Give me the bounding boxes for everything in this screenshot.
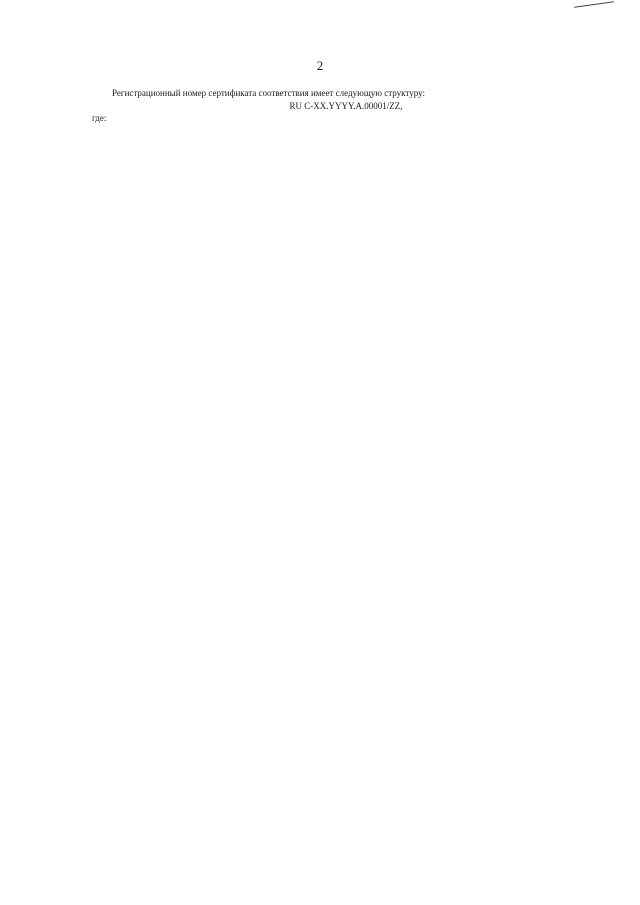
intro-paragraph: Регистрационный номер сертификата соответствия имеет следующую структуру: — [112, 88, 425, 98]
scan-mark — [574, 1, 614, 8]
where-label: где: — [92, 113, 107, 124]
document-body — [92, 88, 600, 126]
page-number: 2 — [316, 58, 324, 73]
code-pattern: RU C-XX.YYYY.A.00001/ZZ, — [289, 100, 403, 111]
